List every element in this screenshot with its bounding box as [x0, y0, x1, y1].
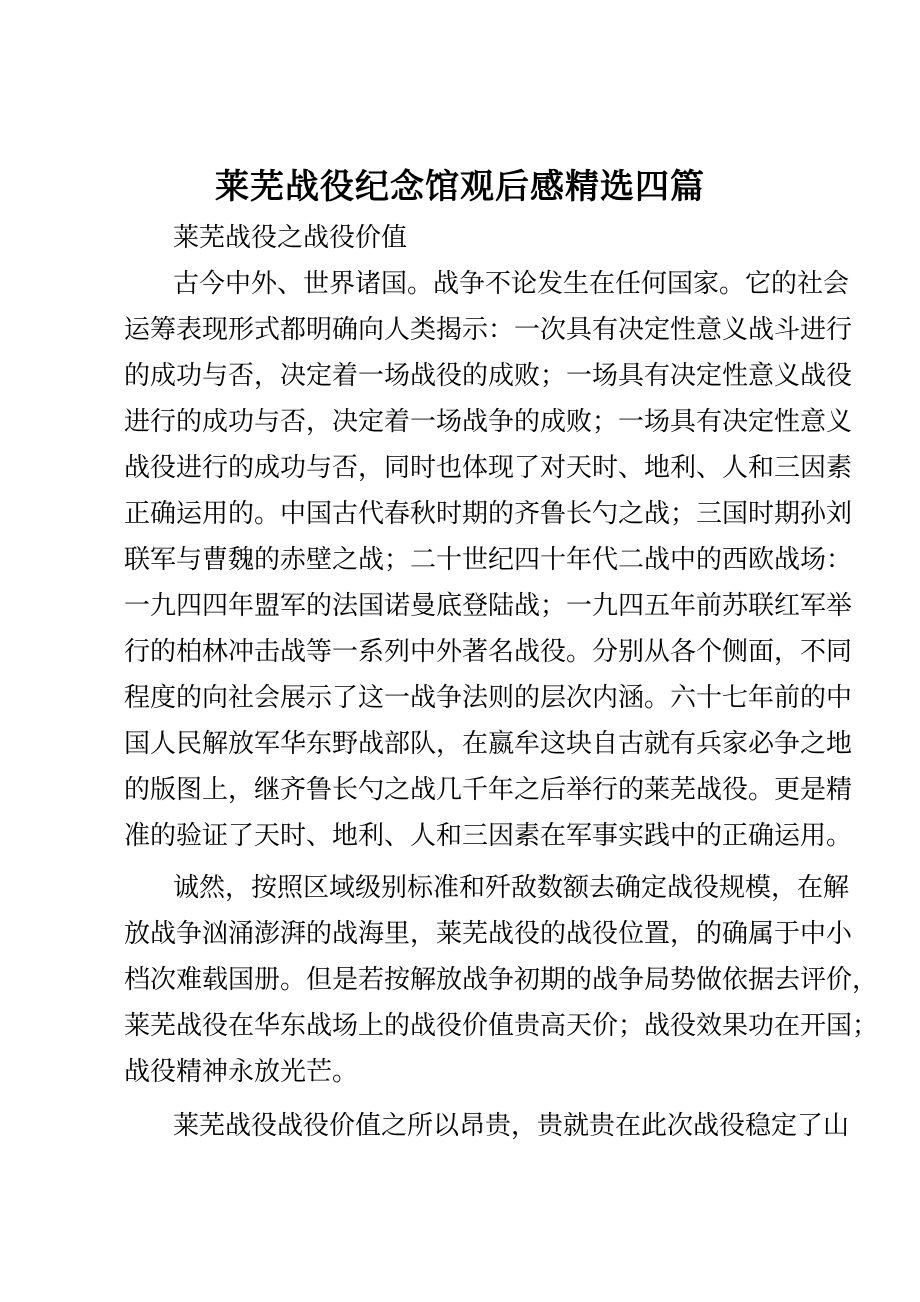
paragraph-1-line-3: 的成功与否，决定着一场战役的成败；一场具有决定性意义战役 — [124, 361, 853, 391]
paragraph-1-line-8: 一九四四年盟军的法国诺曼底登陆战；一九四五年前苏联红军举 — [124, 591, 853, 621]
paragraph-2-line-5: 战役精神永放光芒。 — [124, 1057, 359, 1087]
paragraph-1-line-4: 进行的成功与否，决定着一场战争的成败；一场具有决定性意义 — [124, 407, 853, 437]
section-subtitle: 莱芜战役之战役价值 — [173, 223, 408, 253]
document-title: 莱芜战役纪念馆观后感精选四篇 — [215, 167, 705, 207]
paragraph-2-line-4: 莱芜战役在华东战场上的战役价值贵高天价；战役效果功在开国； — [124, 1011, 879, 1041]
paragraph-1-line-6: 正确运用的。中国古代春秋时期的齐鲁长勺之战；三国时期孙刘 — [124, 499, 853, 529]
paragraph-1-line-12: 的版图上，继齐鲁长勺之战几千年之后举行的莱芜战役。更是精 — [124, 775, 853, 805]
paragraph-2-line-3: 档次难载国册。但是若按解放战争初期的战争局势做依据去评价， — [124, 965, 879, 995]
paragraph-1-line-11: 国人民解放军华东野战部队，在嬴牟这块自古就有兵家必争之地 — [124, 729, 853, 759]
paragraph-1-line-10: 程度的向社会展示了这一战争法则的层次内涵。六十七年前的中 — [124, 683, 853, 713]
paragraph-1-line-1: 古今中外、世界诸国。战争不论发生在任何国家。它的社会 — [173, 269, 850, 299]
paragraph-3-line-1: 莱芜战役战役价值之所以昂贵，贵就贵在此次战役稳定了山 — [173, 1111, 850, 1141]
paragraph-2-line-2: 放战争汹涌澎湃的战海里，莱芜战役的战役位置，的确属于中小 — [124, 919, 853, 949]
paragraph-2-line-1: 诚然，按照区域级别标准和歼敌数额去确定战役规模，在解 — [173, 873, 850, 903]
paragraph-1-line-2: 运筹表现形式都明确向人类揭示：一次具有决定性意义战斗进行 — [124, 315, 853, 345]
paragraph-1-line-5: 战役进行的成功与否，同时也体现了对天时、地利、人和三因素 — [124, 453, 853, 483]
paragraph-1-line-13: 准的验证了天时、地利、人和三因素在军事实践中的正确运用。 — [124, 821, 853, 851]
paragraph-1-line-7: 联军与曹魏的赤壁之战；二十世纪四十年代二战中的西欧战场： — [124, 545, 853, 575]
paragraph-1-line-9: 行的柏林冲击战等一系列中外著名战役。分别从各个侧面，不同 — [124, 637, 853, 667]
